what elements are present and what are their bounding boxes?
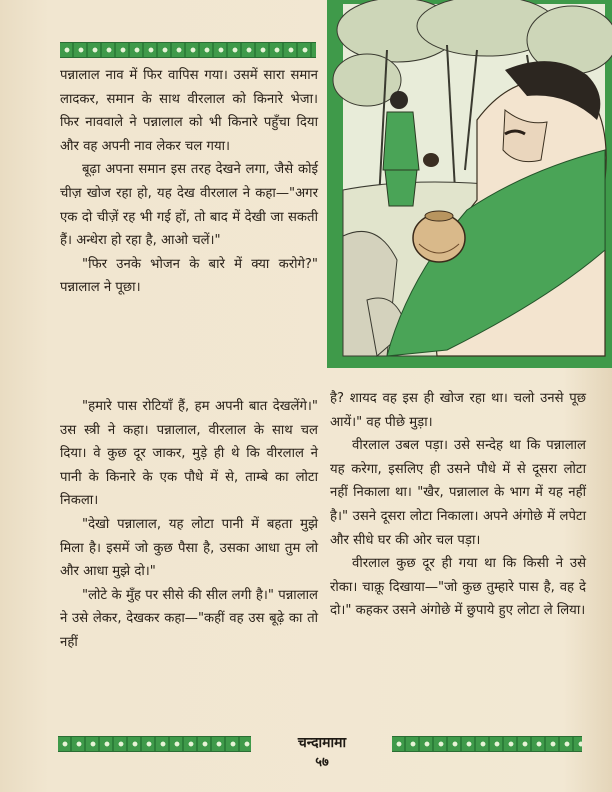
story-illustration bbox=[327, 0, 612, 368]
paragraph: बूढ़ा अपना समान इस तरह देखने लगा, जैसे कोई चीज़ खोज रहा हो, यह देख वीरलाल ने कहा—"अगर एक दो चीज़ें रह भी गई हों, तो बाद में देखी जा सकती हैं। अन्धेरा हो रहा है, आओ चलें।" bbox=[60, 162, 318, 249]
paragraph: "लोटे के मुँह पर सीसे की सील लगी है।" पन्नालाल ने उसे लेकर, देखकर कहा—"कहीं वह उस बूढ़े का तो नहीं bbox=[60, 587, 318, 650]
decorative-border-bottom-left bbox=[58, 736, 251, 752]
decorative-border-top bbox=[60, 42, 316, 58]
right-column bbox=[330, 387, 586, 623]
left-column-bottom bbox=[60, 395, 318, 655]
left-column-top bbox=[60, 64, 318, 300]
paragraph: वीरलाल कुछ दूर ही गया था कि किसी ने उसे रोका। चाक़ू दिखाया—"जो कुछ तुम्हारे पास है, वह दे दो।" कहकर उसने अंगोछे में छुपाये हुए लोटा ले लिया। bbox=[330, 556, 586, 619]
paragraph: पन्नालाल नाव में फिर वापिस गया। उसमें सारा समान लादकर, समान के साथ वीरलाल को किनारे भेजा। फिर नाववाले ने पन्नालाल को भी किनारे पहुँचा दिया और वह अपनी नाव लेकर चल गया। bbox=[60, 68, 318, 154]
paragraph: "हमारे पास रोटियाँ हैं, हम अपनी बात देखलेंगे।" उस स्त्री ने कहा। पन्नालाल, वीरलाल के साथ चल दिया। वे कुछ दूर जाकर, मुड़े ही थे कि वीरलाल ने पानी के किनारे के एक पौधे में से, ताम्बे का लोटा निकला। bbox=[60, 399, 318, 509]
page-number: ५७ bbox=[315, 755, 329, 770]
paragraph: "देखो पन्नालाल, यह लोटा पानी में बहता मुझे मिला है। इसमें जो कुछ पैसा है, उसका आधा तुम लो और आधा मुझे दो।" bbox=[60, 516, 318, 580]
paragraph: वीरलाल उबल पड़ा। उसे सन्देह था कि पन्नालाल यह करेगा, इसलिए ही उसने पौधे में से दूसरा लोटा नहीं निकाला था। "खैर, पन्नालाल के भाग में यह नहीं है।" उसने दूसरा लोटा निकाला। अपने अंगोछे में लपेटा और सीधे घर की ओर चल पड़ा। bbox=[330, 438, 586, 548]
illustration-drawing bbox=[327, 0, 612, 368]
paragraph: "फिर उनके भोजन के बारे में क्या करोगे?" पन्नालाल ने पूछा। bbox=[60, 256, 318, 296]
magazine-title: चन्दामामा bbox=[297, 735, 347, 751]
decorative-border-bottom-right bbox=[392, 736, 582, 752]
paragraph: है? शायद वह इस ही खोज रहा था। चलो उनसे पूछ आयें।" वह पीछे मुड़ा। bbox=[330, 391, 586, 430]
